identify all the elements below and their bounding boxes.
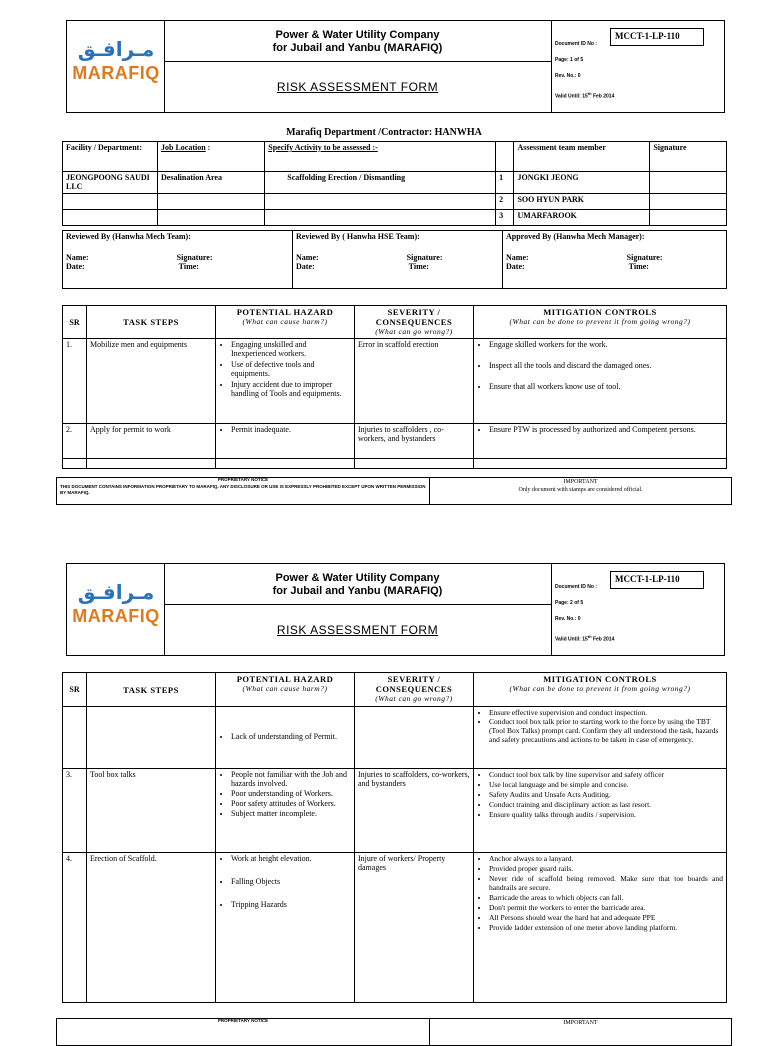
logo-arabic-text: مـرافـق [77, 580, 155, 604]
member-name: UMARFAROOK [514, 210, 650, 226]
important-title: IMPORTANT [563, 1020, 598, 1026]
company-name: Power & Water Utility Company for Jubail and Yanbu (MARAFIQ) [272, 29, 443, 54]
review-mech: Reviewed By (Hanwha Mech Team): Name: Signature: Date: Time: [63, 231, 293, 289]
col-potential-hazard: POTENTIAL HAZARD (What can cause harm?) [216, 673, 355, 707]
table-row: • Lack of understanding of Permit. • Ensure effective supervision and conduct inspection. • Conduct tool box talk prior to starting work to the force by using the TBT (Tool Box Talks) prompt card. Confirm they all understood the task, hazards and safety precautions and actions to be taken in case of emergency. [63, 707, 727, 769]
form-title: RISK ASSESSMENT FORM [276, 623, 439, 637]
col-sr: SR [63, 306, 87, 339]
marafiq-logo [67, 564, 164, 655]
approved-by: Approved By (Hanwha Mech Manager): Name: Signature: Date: Time: [503, 231, 727, 289]
risk-table-page2 [62, 672, 727, 1003]
activity-value: Scaffolding Erection / Dismantling [265, 172, 496, 194]
job-location-label: Job Location : [158, 142, 265, 172]
table-row: 3. Tool box talks • People not familiar with the Job and hazards involved. • Poor understanding of Workers. • Poor safety attitudes of Workers. • Subject matter incomplete. Injuries to scaffolders, co-workers, and bystanders • Conduct tool box talk by line supervisor and safety officer • Use local language and be simple and concise. • Safety Audits and Unsafe Acts Auditing. • Conduct training and disciplinary action as last resort. • Ensure quality talks through audits / supervision. [63, 769, 727, 853]
valid-until: Valid Until: 15th Feb 2014 [555, 91, 615, 100]
table-row: 4. Erection of Scaffold. • Work at height elevation. • Falling Objects • Tripping Hazards Injure of workers/ Property damages • Anchor always to a lanyard. • Provided proper guard rails. • Never ride of scaffold being removed. Make sure that toe boards and handrails are secure. • Barricade the areas to which objects can fall. • Don't permit the workers to enter the barricade area. • All Persons should wear the hard hat and adequate PPE • Provide ladder extension of one meter above landing platform. [63, 853, 727, 1003]
review-hse: Reviewed By ( Hanwha HSE Team): Name: Signature: Date: Time: [293, 231, 503, 289]
page-number: Page: 1 of 5 [555, 57, 584, 63]
member-number: 2 [496, 194, 514, 210]
signature-label: Signature [650, 142, 727, 172]
col-task-steps: TASK STEPS [87, 306, 216, 339]
logo-english-text: MARAFIQ [72, 606, 160, 626]
department-line: Marafiq Department /Contractor: HANWHA [286, 127, 482, 138]
col-mitigation: MITIGATION CONTROLS (What can be done to prevent it from going wrong?) [474, 673, 727, 707]
col-potential-hazard: POTENTIAL HAZARD (What can cause harm?) [216, 306, 355, 339]
activity-label: Specify Activity to be assessed :- [265, 142, 496, 172]
page-header [66, 563, 725, 656]
rev-number: Rev. No.: 0 [555, 616, 581, 622]
doc-id-value: MCCT-1-LP-110 [610, 28, 704, 46]
table-row: 2. Apply for permit to work • Permit inadequate. Injuries to scaffolders , co-workers, and bystanders • Ensure PTW is processed by authorized and Competent persons. [63, 424, 727, 459]
member-number: 3 [496, 210, 514, 226]
page-number: Page: 2 of 5 [555, 600, 584, 606]
company-name: Power & Water Utility Company for Jubail and Yanbu (MARAFIQ) [272, 572, 443, 597]
proprietary-notice-title: PROPRIETARY NOTICE [217, 477, 269, 482]
facility-label: Facility / Department: [63, 142, 158, 172]
form-title: RISK ASSESSMENT FORM [276, 80, 439, 94]
table-row: 1. Mobilize men and equipments • Engaging unskilled and Inexperienced workers. • Use of defective tools and equipments. • Injury accident due to improper handling of Tools and equipments. Error in scaffold erection • Engage skilled workers for the work. • Inspect all the tools and discard the damaged ones. • Ensure that all workers know use of tool. [63, 339, 727, 424]
proprietary-notice-title: PROPRIETARY NOTICE [217, 1018, 269, 1023]
col-severity: SEVERITY / CONSEQUENCES (What can go wrong?) [355, 306, 474, 339]
rev-number: Rev. No.: 0 [555, 73, 581, 79]
doc-id-label: Document ID No : [555, 41, 597, 47]
valid-until: Valid Until: 15th Feb 2014 [555, 634, 615, 643]
proprietary-notice-text: THIS DOCUMENT CONTAINS INFORMATION PROPRIETARY TO MARAFIQ. ANY DISCLOSURE OR USE IS EXPRESSLY PROHIBITED EXCEPT UPON WRITTEN PERMISSION BY MARAFIQ. [60, 484, 426, 495]
member-name: JONGKI JEONG [514, 172, 650, 194]
team-member-label: Assessment team member [514, 142, 650, 172]
important-text: Only document with stamps are considered official. [518, 487, 643, 493]
doc-id-label: Document ID No : [555, 584, 597, 590]
member-name: SOO HYUN PARK [514, 194, 650, 210]
logo-english-text: MARAFIQ [72, 63, 160, 83]
facility-value: JEONGPOONG SAUDI LLC [63, 172, 158, 194]
col-task-steps: TASK STEPS [87, 673, 216, 707]
col-sr: SR [63, 673, 87, 707]
job-location-value: Desalination Area [158, 172, 265, 194]
doc-id-value: MCCT-1-LP-110 [610, 571, 704, 589]
col-severity: SEVERITY / CONSEQUENCES (What can go wrong?) [355, 673, 474, 707]
col-mitigation: MITIGATION CONTROLS (What can be done to prevent it from going wrong?) [474, 306, 727, 339]
member-number: 1 [496, 172, 514, 194]
footer [56, 1018, 732, 1046]
logo-arabic-text: مـرافـق [77, 37, 155, 61]
important-title: IMPORTANT [563, 479, 598, 485]
